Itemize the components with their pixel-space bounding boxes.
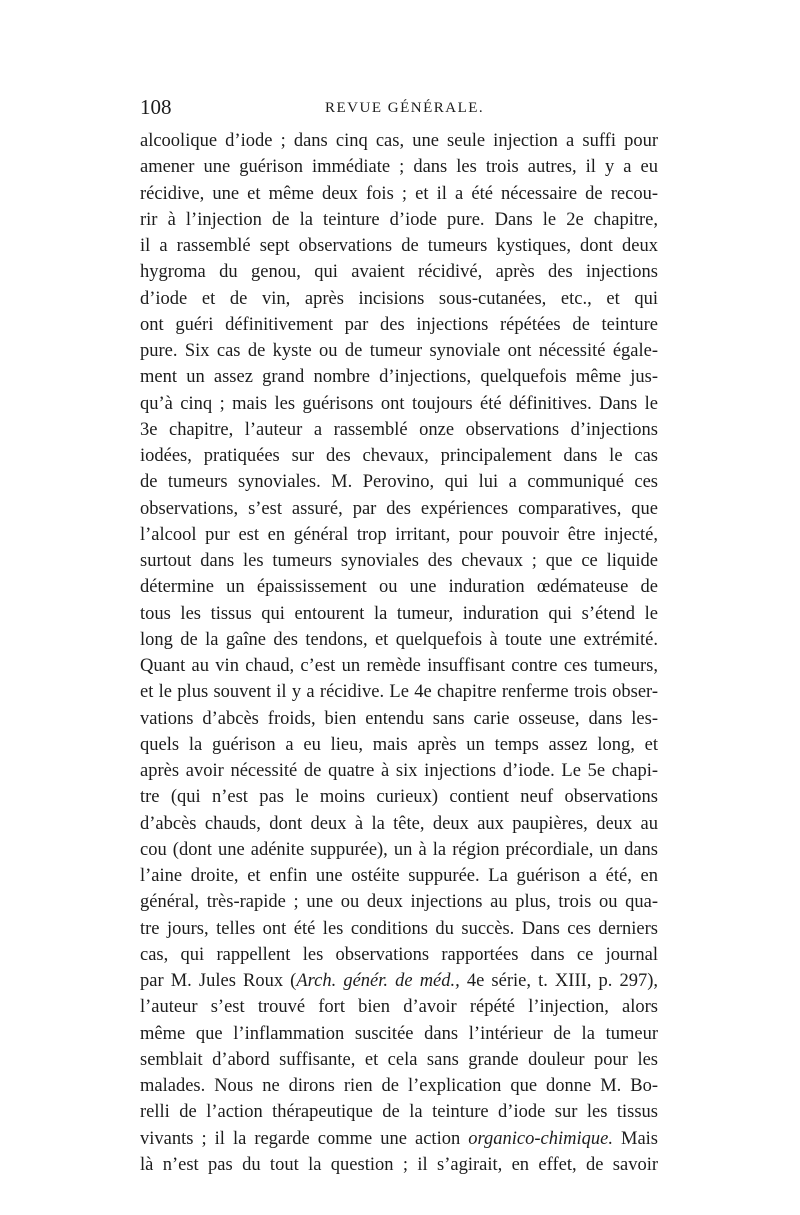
text-line: là n’est pas du tout la question ; il s’agirait, en effet, de savoir: [140, 1154, 658, 1175]
citation-before: par M. Jules Roux (: [140, 971, 297, 991]
text-line-emphasis: [140, 1126, 658, 1152]
text-line: détermine un épaississement ou une induration œdémateuse de: [140, 577, 658, 598]
text-line: l’aine droite, et enfin une ostéite suppurée. La guérison a été, en: [140, 866, 658, 886]
text-line: après avoir nécessité de quatre à six injections d’iode. Le 5e chapi-: [140, 761, 658, 781]
text-line: l’auteur s’est trouvé fort bien d’avoir répété l’injection, alors: [140, 997, 658, 1018]
text-line: 3e chapitre, l’auteur a rassemblé onze observations d’injections: [140, 419, 658, 440]
body-text: [140, 128, 658, 1178]
text-line-citation: [140, 968, 658, 994]
text-line: général, très-rapide ; une ou deux injections au plus, trois ou qua-: [140, 892, 658, 913]
text-line: pure. Six cas de kyste ou de tumeur synoviale ont nécessité égale-: [140, 341, 658, 361]
text-line: il a rassemblé sept observations de tumeurs kystiques, dont deux: [140, 236, 658, 256]
citation-journal: Arch. génér. de méd.,: [296, 971, 460, 991]
text-line: surtout dans les tumeurs synoviales des chevaux ; que ce liquide: [140, 551, 658, 571]
text-line: d’iode et de vin, après incisions sous-cutanées, etc., et qui: [140, 288, 658, 309]
running-title: REVUE GÉNÉRALE.: [325, 100, 485, 116]
text-line: relli de l’action thérapeutique de la teinture d’iode sur les tissus: [140, 1102, 658, 1123]
emphasis-after: Mais: [612, 1128, 658, 1149]
text-line: et le plus souvent il y a récidive. Le 4e chapitre renferme trois obser-: [140, 682, 658, 703]
text-line: ont guéri définitivement par des injections répétées de teinture: [140, 314, 658, 335]
text-line: vations d’abcès froids, bien entendu sans carie osseuse, dans les-: [140, 708, 658, 729]
text-line: rir à l’injection de la teinture d’iode pure. Dans le 2e chapitre,: [140, 209, 658, 230]
text-line: ment un assez grand nombre d’injections, quelquefois même jus-: [140, 367, 658, 388]
text-line: alcoolique d’iode ; dans cinq cas, une seule injection a suffi pour: [140, 131, 658, 151]
text-line: observations, s’est assuré, par des expériences comparatives, que: [140, 498, 658, 519]
text-line: semblait d’abord suffisante, et cela sans grande douleur pour les: [140, 1049, 658, 1070]
text-line: d’abcès chauds, dont deux à la tête, deux aux paupières, deux au: [140, 813, 658, 834]
text-line: cou (dont une adénite suppurée), un à la région précordiale, un dans: [140, 839, 658, 860]
text-line: l’alcool pur est en général trop irritant, pour pouvoir être injecté,: [140, 524, 658, 545]
text-line: long de la gaîne des tendons, et quelquefois à toute une extrémité.: [140, 629, 658, 650]
emphasis-term: organico-chimique.: [468, 1128, 613, 1149]
text-line: même que l’inflammation suscitée dans l’intérieur de la tumeur: [140, 1023, 658, 1044]
text-line: récidive, une et même deux fois ; et il a été nécessaire de recou-: [140, 183, 658, 204]
emphasis-before: vivants ; il la regarde comme une action: [140, 1128, 469, 1149]
text-line: Quant au vin chaud, c’est un remède insuffisant contre ces tumeurs,: [140, 656, 658, 676]
text-line: qu’à cinq ; mais les guérisons ont toujours été définitives. Dans le: [140, 393, 658, 414]
text-line: tous les tissus qui entourent la tumeur, induration qui s’étend le: [140, 603, 658, 624]
text-line: de tumeurs synoviales. M. Perovino, qui lui a communiqué ces: [140, 472, 658, 493]
text-line: amener une guérison immédiate ; dans les trois autres, il y a eu: [140, 157, 658, 178]
text-line: cas, qui rappellent les observations rapportées dans ce journal: [140, 944, 658, 965]
citation-after: 4e série, t. XIII, p. 297),: [459, 971, 658, 991]
text-line: malades. Nous ne dirons rien de l’explication que donne M. Bo-: [140, 1076, 658, 1096]
text-line: quels la guérison a eu lieu, mais après un temps assez long, et: [140, 734, 658, 755]
text-line: hygroma du genou, qui avaient récidivé, après des injections: [140, 262, 658, 283]
page-number: 108: [140, 95, 172, 119]
text-line: iodées, pratiquées sur des chevaux, principalement dans le cas: [140, 446, 658, 466]
running-head: [140, 92, 660, 122]
text-line: tre jours, telles ont été les conditions du succès. Dans ces derniers: [140, 918, 658, 939]
text-line: tre (qui n’est pas le moins curieux) contient neuf observations: [140, 787, 658, 808]
